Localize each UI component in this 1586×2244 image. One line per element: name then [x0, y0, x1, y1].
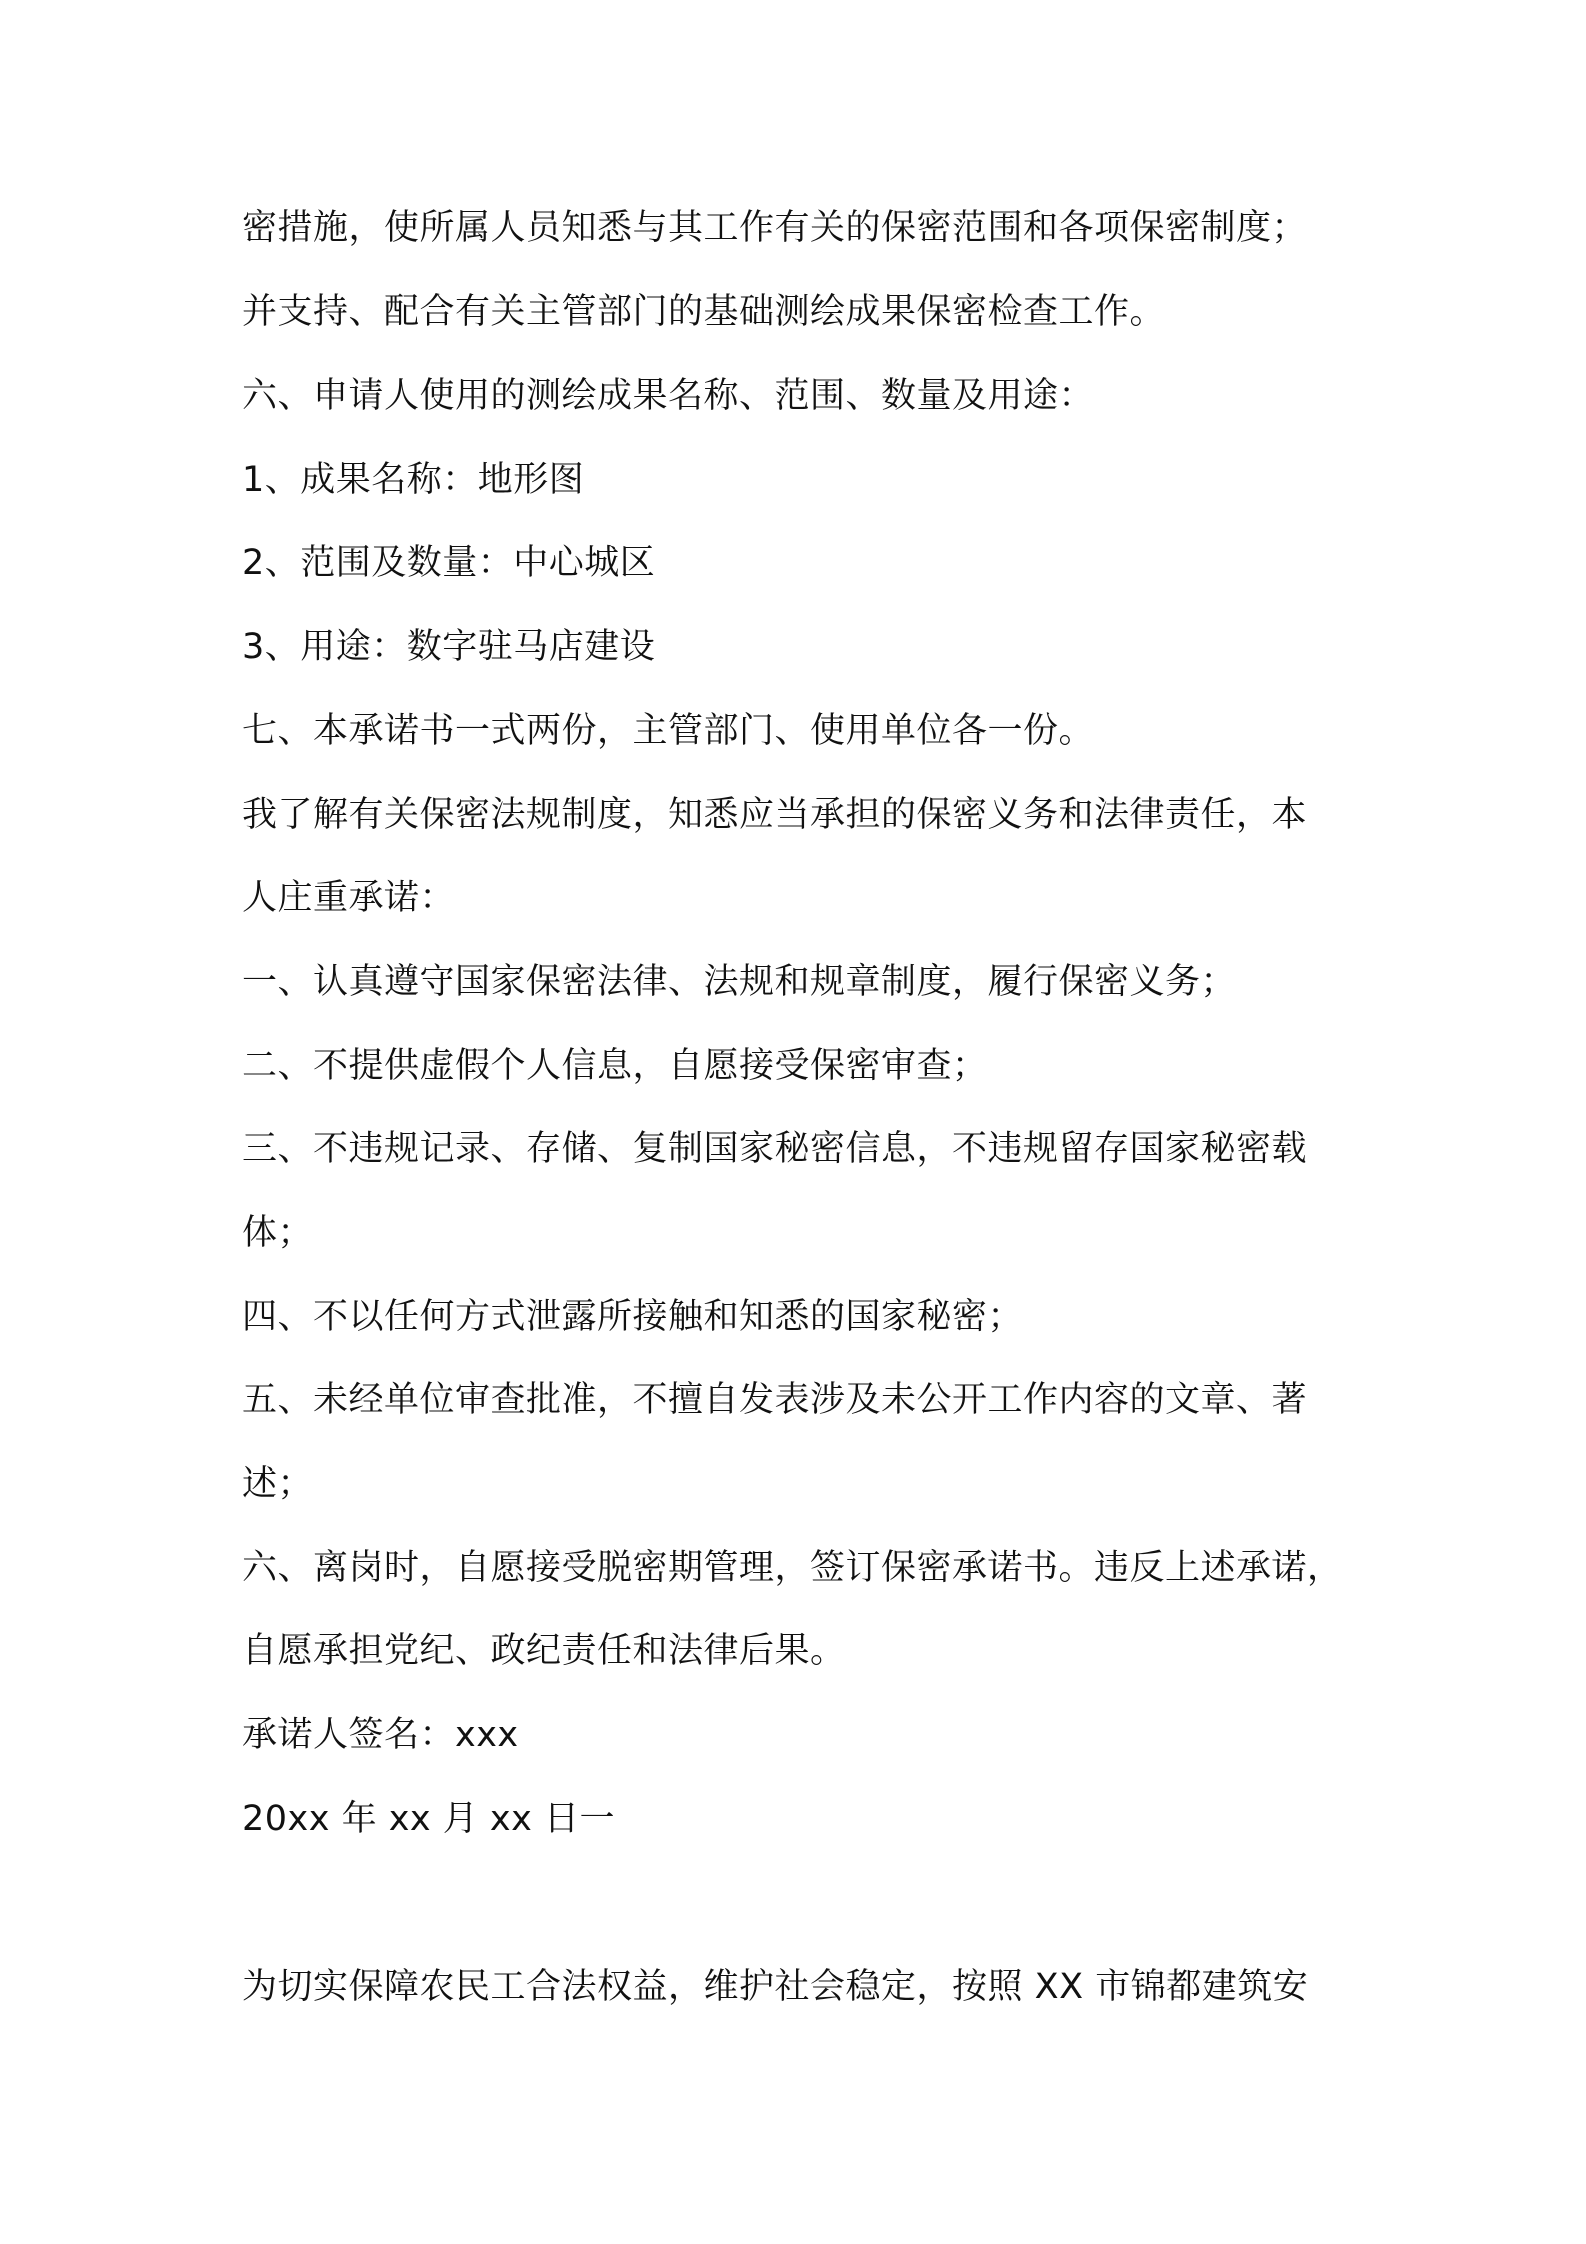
list-item: 二、不提供虚假个人信息，自愿接受保密审查；	[242, 1046, 988, 1086]
text-line: 为切实保障农民工合法权益，维护社会稳定，按照 XX 市锦都建筑安	[242, 1967, 1309, 2007]
text-line: 并支持、配合有关主管部门的基础测绘成果保密检查工作。	[242, 292, 1166, 332]
list-item: 3、用途：数字驻马店建设	[242, 627, 656, 667]
list-item: 三、不违规记录、存储、复制国家秘密信息，不违规留存国家秘密载	[242, 1129, 1308, 1169]
list-item: 1、成果名称：地形图	[242, 460, 585, 500]
list-item: 六、离岗时，自愿接受脱密期管理，签订保密承诺书。违反上述承诺，	[242, 1548, 1343, 1588]
text-line: 自愿承担党纪、政纪责任和法律后果。	[242, 1631, 846, 1671]
text-line: 述；	[242, 1464, 314, 1504]
text-line: 我了解有关保密法规制度，知悉应当承担的保密义务和法律责任，本	[242, 795, 1308, 835]
list-item: 2、范围及数量：中心城区	[242, 543, 656, 583]
list-item: 四、不以任何方式泄露所接触和知悉的国家秘密；	[242, 1297, 1024, 1337]
text-line: 七、本承诺书一式两份，主管部门、使用单位各一份。	[242, 711, 1095, 751]
text-line: 人庄重承诺：	[242, 878, 456, 918]
list-item: 一、认真遵守国家保密法律、法规和规章制度，履行保密义务；	[242, 962, 1237, 1002]
signature-line: 承诺人签名：xxx	[242, 1715, 519, 1755]
text-line: 密措施，使所属人员知悉与其工作有关的保密范围和各项保密制度；	[242, 208, 1308, 248]
text-line: 体；	[242, 1213, 314, 1253]
date-line: 20xx 年 xx 月 xx 日一	[242, 1799, 615, 1839]
section-heading: 六、申请人使用的测绘成果名称、范围、数量及用途：	[242, 376, 1095, 416]
list-item: 五、未经单位审查批准，不擅自发表涉及未公开工作内容的文章、著	[242, 1380, 1308, 1420]
